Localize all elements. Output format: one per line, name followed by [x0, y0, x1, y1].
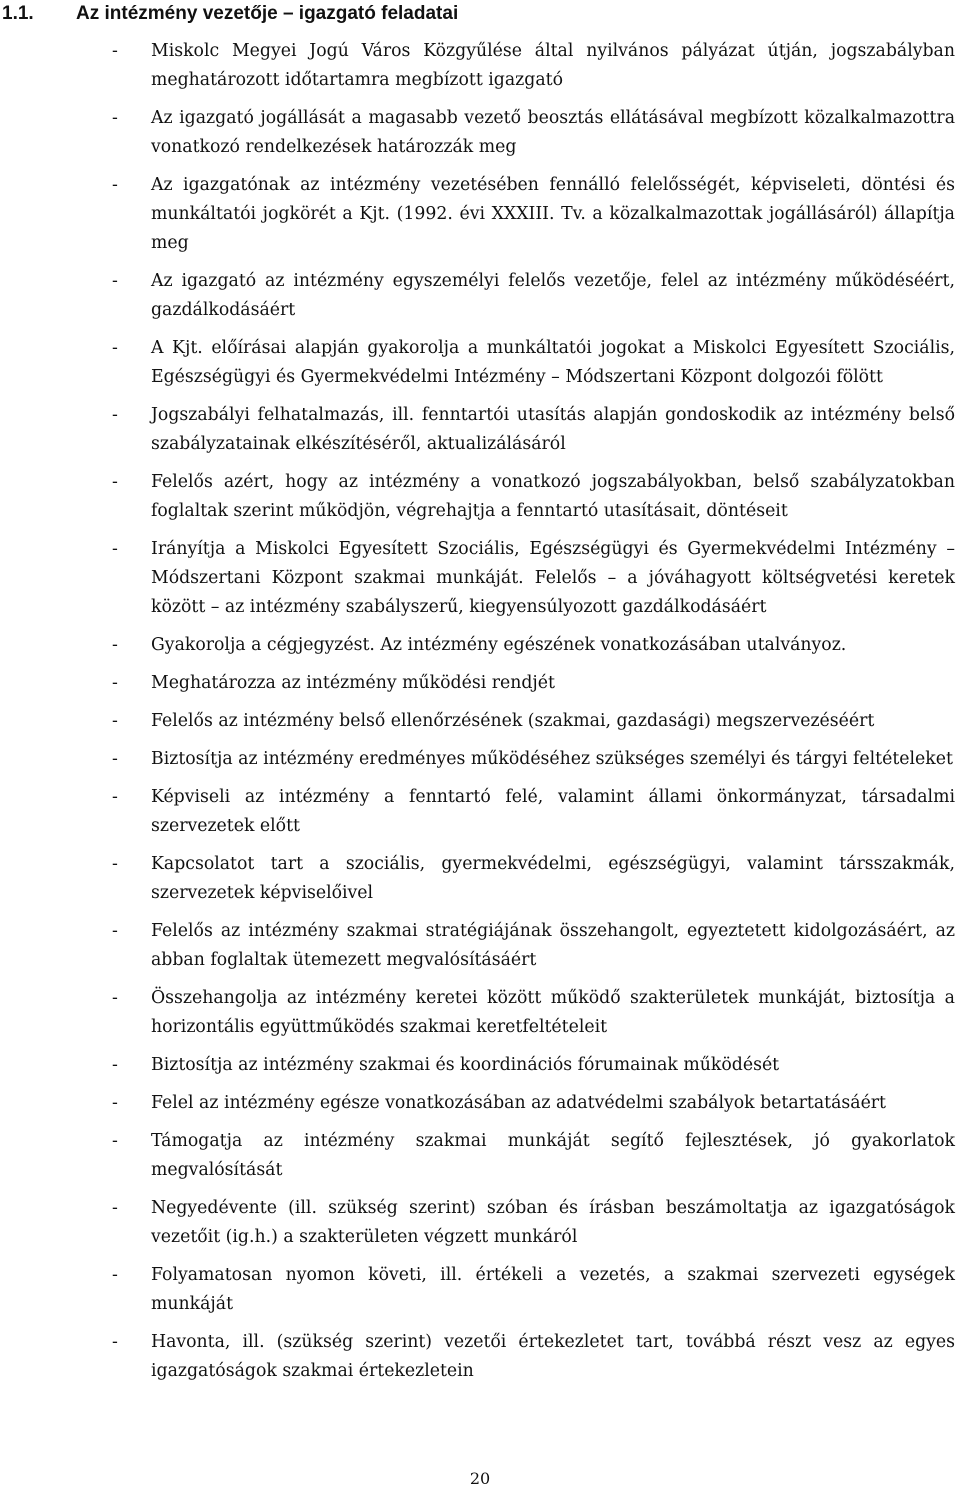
list-bullet-dash: -	[112, 988, 118, 1008]
list-bullet-dash: -	[112, 1198, 118, 1218]
list-item	[0, 850, 960, 908]
list-item-text: Meghatározza az intézmény működési rendjét	[151, 673, 555, 693]
list-item-text: Az igazgatónak az intézmény vezetésében fennálló felelősségét, képviseleti, döntési és munkáltatói jogkörét a Kjt. (1992. évi XXXIII. Tv. a közalkalmazottak jogállásáról) állapítja meg	[151, 175, 955, 253]
list-item	[0, 171, 960, 258]
list-bullet-dash: -	[112, 1055, 118, 1075]
list-item	[0, 669, 960, 698]
list-bullet-dash: -	[112, 854, 118, 874]
section-title: Az intézmény vezetője – igazgató feladatai	[76, 3, 459, 24]
list-bullet-dash: -	[112, 539, 118, 559]
list-item	[0, 535, 960, 622]
list-item	[0, 334, 960, 392]
list-item-text: Negyedévente (ill. szükség szerint) szóban és írásban beszámoltatja az igazgatóságok vezetőit (ig.h.) a szakterületen végzett munkáról	[151, 1198, 955, 1247]
list-item	[0, 1261, 960, 1319]
duty-list	[0, 37, 960, 1395]
list-bullet-dash: -	[112, 1131, 118, 1151]
list-item	[0, 401, 960, 459]
list-bullet-dash: -	[112, 921, 118, 941]
list-bullet-dash: -	[112, 711, 118, 731]
list-item	[0, 468, 960, 526]
list-item	[0, 267, 960, 325]
list-bullet-dash: -	[112, 673, 118, 693]
list-item	[0, 745, 960, 774]
list-bullet-dash: -	[112, 1265, 118, 1285]
list-item-text: Biztosítja az intézmény eredményes működéséhez szükséges személyi és tárgyi feltételeket	[151, 749, 953, 769]
list-item-text: Az igazgató az intézmény egyszemélyi felelős vezetője, felel az intézmény működéséért, gazdálkodásáért	[151, 271, 955, 320]
list-item-text: Az igazgató jogállását a magasabb vezető beosztás ellátásával megbízott közalkalmazottra vonatkozó rendelkezések határozzák meg	[151, 108, 955, 157]
list-item-text: Havonta, ill. (szükség szerint) vezetői értekezletet tart, továbbá részt vesz az egyes igazgatóságok szakmai értekezletein	[151, 1332, 955, 1381]
list-bullet-dash: -	[112, 787, 118, 807]
list-item-text: Kapcsolatot tart a szociális, gyermekvédelmi, egészségügyi, valamint társszakmák, szervezetek képviselőivel	[151, 854, 955, 903]
list-bullet-dash: -	[112, 271, 118, 291]
list-item	[0, 707, 960, 736]
list-item	[0, 1051, 960, 1080]
list-item-text: Jogszabályi felhatalmazás, ill. fenntartói utasítás alapján gondoskodik az intézmény belső szabályzatainak elkészítéséről, aktualizálásáról	[151, 405, 955, 454]
list-bullet-dash: -	[112, 405, 118, 425]
list-item-text: Folyamatosan nyomon követi, ill. értékeli a vezetés, a szakmai szervezeti egységek munkáját	[151, 1265, 955, 1314]
list-bullet-dash: -	[112, 41, 118, 61]
list-bullet-dash: -	[112, 749, 118, 769]
list-item-text: Felelős az intézmény belső ellenőrzésének (szakmai, gazdasági) megszervezéséért	[151, 711, 875, 731]
list-bullet-dash: -	[112, 635, 118, 655]
section-heading	[0, 0, 458, 28]
list-bullet-dash: -	[112, 1332, 118, 1352]
list-item-text: Összehangolja az intézmény keretei között működő szakterületek munkáját, biztosítja a horizontális együttműködés szakmai keretfeltételeit	[151, 988, 955, 1037]
list-bullet-dash: -	[112, 472, 118, 492]
list-item-text: Támogatja az intézmény szakmai munkáját segítő fejlesztések, jó gyakorlatok megvalósítását	[151, 1131, 955, 1180]
list-item	[0, 37, 960, 95]
list-item-text: Képviseli az intézmény a fenntartó felé, valamint állami önkormányzat, társadalmi szervezetek előtt	[151, 787, 955, 836]
list-item	[0, 1194, 960, 1252]
list-item	[0, 984, 960, 1042]
section-number: 1.1.	[2, 3, 34, 24]
list-item-text: Irányítja a Miskolci Egyesített Szociális, Egészségügyi és Gyermekvédelmi Intézmény – Módszertani Központ szakmai munkáját. Felelős – a jóváhagyott költségvetési keretek között – az intézmény szabályszerű, kiegyensúlyozott gazdálkodásáért	[151, 539, 955, 617]
list-item-text: Felelős azért, hogy az intézmény a vonatkozó jogszabályokban, belső szabályzatokban foglaltak szerint működjön, végrehajtja a fenntartó utasításait, döntéseit	[151, 472, 955, 521]
list-item	[0, 1328, 960, 1386]
list-bullet-dash: -	[112, 1093, 118, 1113]
list-item-text: A Kjt. előírásai alapján gyakorolja a munkáltatói jogokat a Miskolci Egyesített Szociális, Egészségügyi és Gyermekvédelmi Intézmény – Módszertani Központ dolgozói fölött	[151, 338, 955, 387]
list-item-text: Biztosítja az intézmény szakmai és koordinációs fórumainak működését	[151, 1055, 780, 1075]
list-item-text: Felelős az intézmény szakmai stratégiájának összehangolt, egyeztetett kidolgozásáért, az abban foglaltak ütemezett megvalósításáért	[151, 921, 955, 970]
list-item	[0, 1127, 960, 1185]
list-item	[0, 1089, 960, 1118]
list-item	[0, 783, 960, 841]
list-item-text: Felel az intézmény egésze vonatkozásában az adatvédelmi szabályok betartatásáért	[151, 1093, 887, 1113]
list-bullet-dash: -	[112, 108, 118, 128]
list-item-text: Miskolc Megyei Jogú Város Közgyűlése által nyilvános pályázat útján, jogszabályban meghatározott időtartamra megbízott igazgató	[151, 41, 955, 90]
list-item-text: Gyakorolja a cégjegyzést. Az intézmény egészének vonatkozásában utalványoz.	[151, 635, 847, 655]
list-item	[0, 104, 960, 162]
list-item	[0, 917, 960, 975]
list-item	[0, 631, 960, 660]
list-bullet-dash: -	[112, 338, 118, 358]
list-bullet-dash: -	[112, 175, 118, 195]
page-number: 20	[469, 1469, 491, 1488]
